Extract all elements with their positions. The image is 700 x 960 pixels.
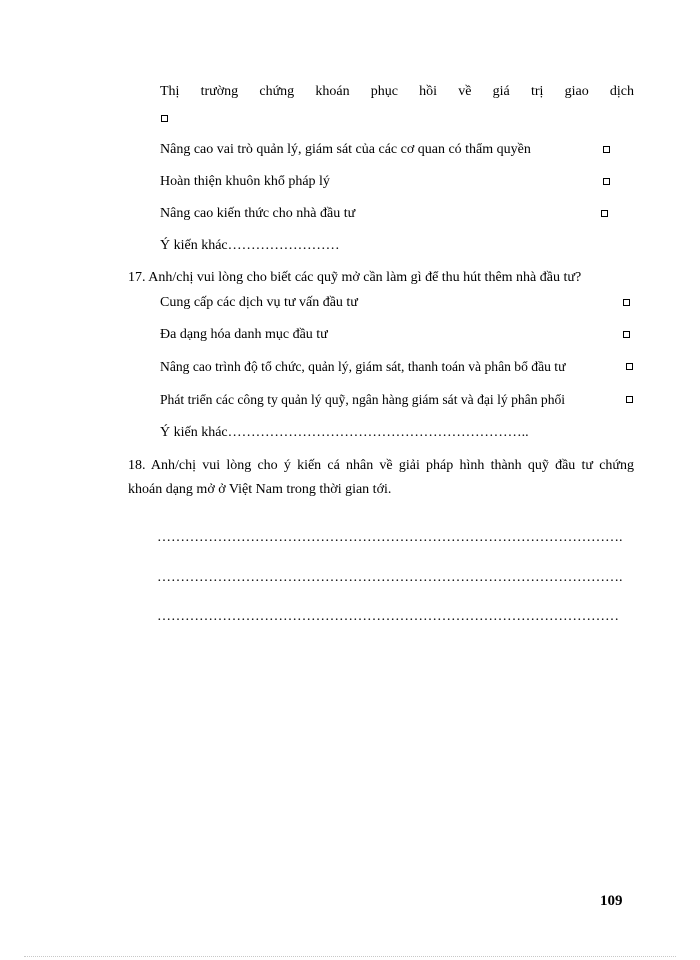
q17-option-2-checkbox[interactable] [623,331,630,338]
q16-option-1-checkbox[interactable] [161,115,168,122]
q18-answer-line-2[interactable]: ………………………………………………………………………………………. [157,570,623,585]
q16-option-2-checkbox[interactable] [603,146,610,153]
q18-answer-line-1[interactable]: ………………………………………………………………………………………. [157,530,623,545]
q18-question-line-1: 18. Anh/chị vui lòng cho ý kiến cá nhân về giải pháp hình thành quỹ đầu tư chứng [128,458,634,473]
q18-question-line-2: khoán dạng mở ở Việt Nam trong thời gian tới. [128,482,392,497]
q16-option-3-label: Hoàn thiện khuôn khổ pháp lý [160,174,330,189]
q17-question: 17. Anh/chị vui lòng cho biết các quỹ mở cần làm gì để thu hút thêm nhà đầu tư? [128,270,582,285]
q17-other-field[interactable]: Ý kiến khác……………………………………………………….. [160,425,529,440]
q17-option-3-label: Nâng cao trình độ tổ chức, quản lý, giám sát, thanh toán và phân bổ đầu tư [160,359,566,374]
q16-option-4-label: Nâng cao kiến thức cho nhà đầu tư [160,206,356,221]
q16-option-3-checkbox[interactable] [603,178,610,185]
q16-option-1-label: Thị trường chứng khoán phục hồi về giá trị giao dịch [160,84,634,99]
q17-option-4-label: Phát triển các công ty quản lý quỹ, ngân hàng giám sát và đại lý phân phối [160,392,566,407]
q17-option-3-checkbox[interactable] [626,363,633,370]
q17-option-1-checkbox[interactable] [623,299,630,306]
q17-option-1-label: Cung cấp các dịch vụ tư vấn đầu tư [160,295,358,310]
q16-option-4-checkbox[interactable] [601,210,608,217]
q17-option-2-label: Đa dạng hóa danh mục đầu tư [160,327,328,342]
q16-other-field[interactable]: Ý kiến khác…………………… [160,238,340,253]
page-bottom-divider [24,956,676,957]
q16-option-2-label: Nâng cao vai trò quản lý, giám sát của các cơ quan có thẩm quyền [160,142,531,157]
page-number: 109 [600,893,623,909]
q17-option-4-checkbox[interactable] [626,396,633,403]
q18-answer-line-3[interactable]: ……………………………………………………………………………………… [157,609,619,624]
